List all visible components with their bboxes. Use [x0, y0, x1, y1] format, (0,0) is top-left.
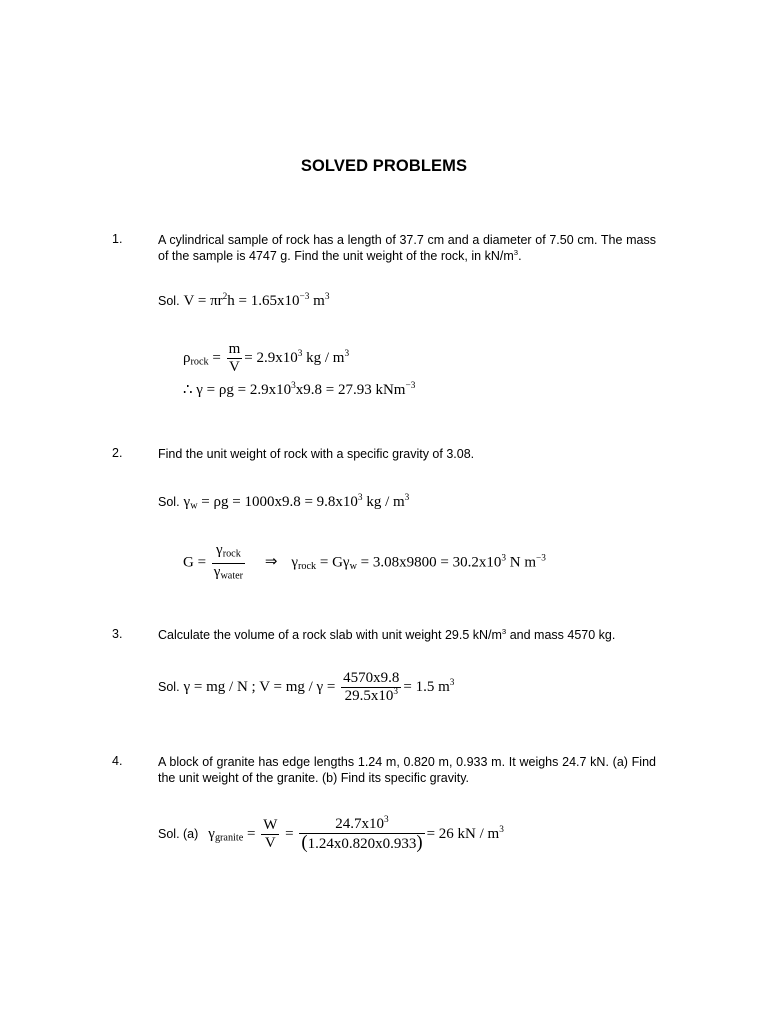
equation: $\gamma_w = \rho g = 1000x9.8 = 9.8x10^3$ kg / $m^3$: [183, 493, 410, 512]
problem-3-solution-line-1: [158, 670, 454, 705]
sol-label: Sol.: [158, 495, 180, 509]
equation: γ = mg / N ; V = mg / γ = $\frac{4570x9.8}{29.5x10^3}$ = 1.5 $m^3$: [183, 670, 455, 704]
problem-1-number: 1.: [112, 232, 123, 246]
problem-4-text: A block of granite has edge lengths 1.24 m, 0.820 m, 0.933 m. It weighs 24.7 kN. (a) Find the unit weight of the granite. (b) Find its specific gravity.: [158, 755, 656, 785]
problem-1-density-equation: $\rho_{rock}$ = $\frac{m}{V}$ = $2.9x10^3$ kg / $m^3$: [183, 341, 350, 375]
sol-label: Sol.: [158, 679, 180, 694]
problem-2-text: Find the unit weight of rock with a specific gravity of 3.08.: [158, 447, 475, 461]
implies-arrow: ⇒: [264, 554, 278, 571]
problem-1-solution-line-1: [158, 292, 330, 310]
problem-2-specific-gravity-equation: G = $\frac{\gamma_{rock}}{\gamma_{water}}$ ⇒ $\gamma_{rock} = G\gamma_w = 3.08x9800 = 30.2x10^3$ N $m^{-3}$: [183, 542, 546, 584]
page-title: SOLVED PROBLEMS: [300, 157, 468, 175]
fraction: $\frac{m}{V}$: [228, 341, 241, 375]
problem-1-unit-weight-equation: ∴ $\gamma = \rho g = 2.9x10^3x9.8 = 27.93$ kNm$^{-3}$: [183, 381, 416, 398]
fraction-weight-over-volume: $\frac{24.7x10^3}{(1.24x0.820x0.933)}$: [301, 815, 423, 853]
sol-label: Sol. (a): [158, 826, 199, 841]
problem-2-number: 2.: [112, 446, 123, 460]
sol-label: Sol.: [158, 294, 180, 308]
problem-1-text-main: A cylindrical sample of rock has a length of 37.7 cm and a diameter of 7.50 cm. The mass of the sample is 4747 g. Find the unit weight of the rock, in kN/m: [158, 233, 656, 263]
fraction-w-over-v: $\frac{W}{V}$: [263, 817, 278, 851]
equation: $\gamma_{granite}$ = $\frac{W}{V}$ = $\frac{24.7x10^3}{(1.24x0.820x0.933)}$ = 26 kN / $m^3$: [208, 815, 504, 853]
problem-2-solution-line-1: [158, 493, 409, 512]
problem-1-text-end: .: [518, 249, 522, 263]
problem-3-text-sup: 3: [501, 627, 507, 637]
problem-4-solution-line-1: [158, 816, 504, 853]
equation: $V = \pi r^2h = 1.65x10^{-3}$ $m^3$: [183, 292, 330, 309]
problem-3-text: [158, 627, 656, 643]
problem-4-number: 4.: [112, 754, 123, 768]
fraction: $\frac{\gamma_{rock}}{\gamma_{water}}$: [213, 542, 244, 582]
problem-3-text-end: and mass 4570 kg.: [506, 628, 616, 642]
problem-3-number: 3.: [112, 627, 123, 641]
problem-1-text: [158, 232, 656, 264]
problem-3-text-main: Calculate the volume of a rock slab with unit weight 29.5 kN/m: [158, 628, 502, 642]
fraction: $\frac{4570x9.8}{29.5x10^3}$: [343, 670, 400, 704]
problem-1-text-sup: 3: [513, 248, 519, 258]
